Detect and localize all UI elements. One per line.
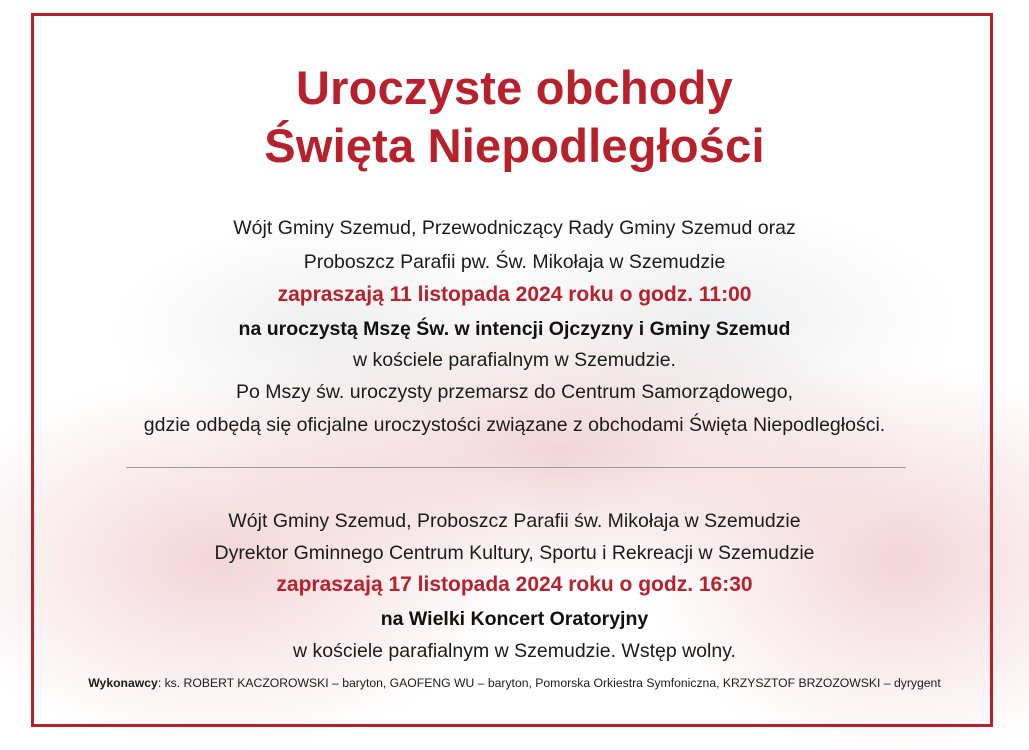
section-divider: [126, 467, 906, 468]
event1-hosts-line-2: Proboszcz Parafii pw. Św. Mikołaja w Szemudzie: [303, 251, 726, 273]
event2-invitation-date: zapraszają 17 listopada 2024 roku o godz. 16:30: [276, 573, 753, 596]
performers-label: Wykonawcy: [88, 676, 158, 690]
event1-invitation-date: zapraszają 11 listopada 2024 roku o godz. 11:00: [277, 283, 752, 306]
event1-hosts-line-1: Wójt Gminy Szemud, Przewodniczący Rady Gminy Szemud oraz: [233, 217, 796, 239]
performers-line: [0, 674, 1029, 692]
title-line-1: Uroczyste obchody: [296, 61, 733, 114]
event2-concert-title: na Wielki Koncert Oratoryjny: [380, 608, 649, 630]
event2-hosts-line-1: Wójt Gminy Szemud, Proboszcz Parafii św. Mikołaja w Szemudzie: [228, 510, 801, 532]
event1-march-info: Po Mszy św. uroczysty przemarsz do Centrum Samorządowego,: [235, 381, 794, 403]
performers-list: : ks. ROBERT KACZOROWSKI – baryton, GAOFENG WU – baryton, Pomorska Orkiestra Symfoniczna, KRZYSZTOF BRZOZOWSKI – dyrygent: [157, 676, 941, 690]
event1-ceremony-info: gdzie odbędą się oficjalne uroczystości związane z obchodami Święta Niepodległości.: [143, 414, 886, 436]
event1-location: w kościele parafialnym w Szemudzie.: [353, 349, 676, 371]
event2-location: w kościele parafialnym w Szemudzie. Wstęp wolny.: [293, 640, 736, 662]
event1-mass-description: na uroczystą Mszę Św. w intencji Ojczyzny i Gminy Szemud: [238, 318, 791, 340]
event2-hosts-line-2: Dyrektor Gminnego Centrum Kultury, Sportu i Rekreacji w Szemudzie: [214, 542, 815, 564]
title-line-2: Święta Niepodległości: [264, 119, 765, 172]
